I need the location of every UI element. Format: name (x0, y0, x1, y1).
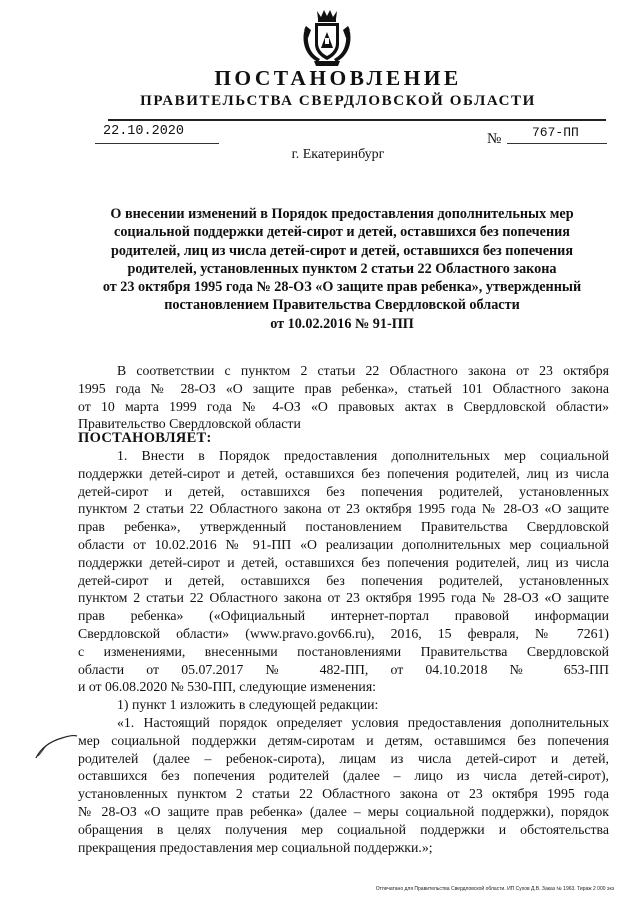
text-line: прав ребенка» («Официальный интернет-портал правовой информации (78, 608, 609, 624)
text-line: Правительство Свердловской области (78, 416, 301, 432)
text-line: поддержки детей-сирот и детей, оставшихся без попечения родителей, лиц из числа (78, 465, 609, 481)
number-sign: № (487, 131, 502, 147)
text-line: детей-сирот и детей, оставшихся без попечения родителей, установленных (78, 483, 609, 499)
text-line: № 28-ОЗ «О защите прав ребенка» (далее – меры социальной поддержки), порядок (78, 803, 609, 819)
resolution-body (78, 447, 609, 856)
resolves-heading: ПОСТАНОВЛЯЕТ: (78, 430, 212, 446)
text-line: области от 10.02.2016 № 91-ПП «О реализации дополнительных мер социальной (78, 536, 609, 552)
number-underline (507, 143, 607, 144)
text-line: оставшихся без попечения родителей (далее – лицо из числа детей-сирот), (78, 768, 609, 784)
document-issuer-heading: ПРАВИТЕЛЬСТВА СВЕРДЛОВСКОЙ ОБЛАСТИ (140, 93, 536, 109)
title-line: социальной поддержки детей-сирот и детей, оставшихся без попечения (114, 224, 570, 241)
text-line: с изменениями, внесенными постановлениями Правительства Свердловской (78, 643, 609, 659)
text-line: прав ребенка», утвержденный постановлением Правительства Свердловской (78, 519, 609, 535)
title-line: родителей, установленных пунктом 2 статьи 22 Областного закона (127, 260, 557, 277)
text-line: и от 06.08.2020 № 530-ПП, следующие изменения: (78, 679, 376, 695)
document-type-heading: ПОСТАНОВЛЕНИЕ (214, 66, 462, 90)
document-city: г. Екатеринбург (291, 147, 385, 162)
header-divider (108, 119, 606, 121)
text-line: 1. Внести в Порядок предоставления дополнительных мер социальной (117, 448, 609, 463)
coat-of-arms-icon (298, 8, 356, 68)
text-line: мер социальной поддержки детям-сиротам и детям, оставшимся без попечения (78, 732, 609, 748)
text-line: установленных пунктом 2 статьи 22 Областного закона от 23 октября 1995 года (78, 786, 609, 802)
text-line: Свердловской области» (www.pravo.gov66.ru), 2016, 15 февраля, № 7261) (78, 625, 609, 641)
text-line: В соответствии с пунктом 2 статьи 22 Областного закона от 23 октября (117, 363, 609, 378)
printer-footer-note: Отпечатано для Правительства Свердловской области. ИП Сухов Д.В. Заказ № 1963. Тираж 2 000 экз (375, 886, 614, 892)
pen-mark-icon (34, 732, 78, 760)
text-line: области от 05.07.2017 № 482-ПП, от 04.10.2018 № 653-ПП (78, 661, 609, 677)
title-line: родителей, лиц из числа детей-сирот и детей, оставшихся без попечения (110, 242, 574, 259)
date-underline (95, 143, 219, 144)
text-line: прекращения предоставления мер социальной поддержки.»; (78, 839, 433, 855)
text-line: детей-сирот и детей, оставшихся без попечения родителей, установленных (78, 572, 609, 588)
preamble-paragraph (78, 362, 609, 433)
text-line: пунктом 2 статьи 22 Областного закона от 23 октября 1995 года № 28-ОЗ «О защите (78, 590, 609, 606)
document-date: 22.10.2020 (103, 124, 185, 139)
text-line: 1) пункт 1 изложить в следующей редакции: (117, 697, 379, 713)
title-line: постановлением Правительства Свердловской области (164, 297, 520, 314)
title-line: от 10.02.2016 № 91-ПП (270, 315, 414, 332)
text-line: обращения в целях получения мер социальной поддержки и обстоятельства (78, 821, 609, 837)
document-title (80, 205, 604, 333)
text-line: от 10 марта 1999 года № 4-ОЗ «О правовых актах в Свердловской области» (78, 398, 609, 414)
title-line: О внесении изменений в Порядок предоставления дополнительных мер (110, 206, 574, 222)
title-line: от 23 октября 1995 года № 28-ОЗ «О защите прав ребенка», утвержденный (102, 279, 582, 296)
text-line: «1. Настоящий порядок определяет условия предоставления дополнительных (117, 714, 609, 730)
text-line: 1995 года № 28-ОЗ «О защите прав ребенка», статьей 101 Областного закона (78, 380, 609, 396)
text-line: родителей (далее – ребенок-сирота), лицам из числа детей-сирот и детей, (78, 750, 609, 766)
text-line: пунктом 2 статьи 22 Областного закона от 23 октября 1995 года № 28-ОЗ «О защите (78, 501, 609, 517)
text-line: поддержки детей-сирот и детей, оставшихся без попечения родителей, лиц из числа (78, 554, 609, 570)
document-number: 767-ПП (532, 125, 579, 140)
